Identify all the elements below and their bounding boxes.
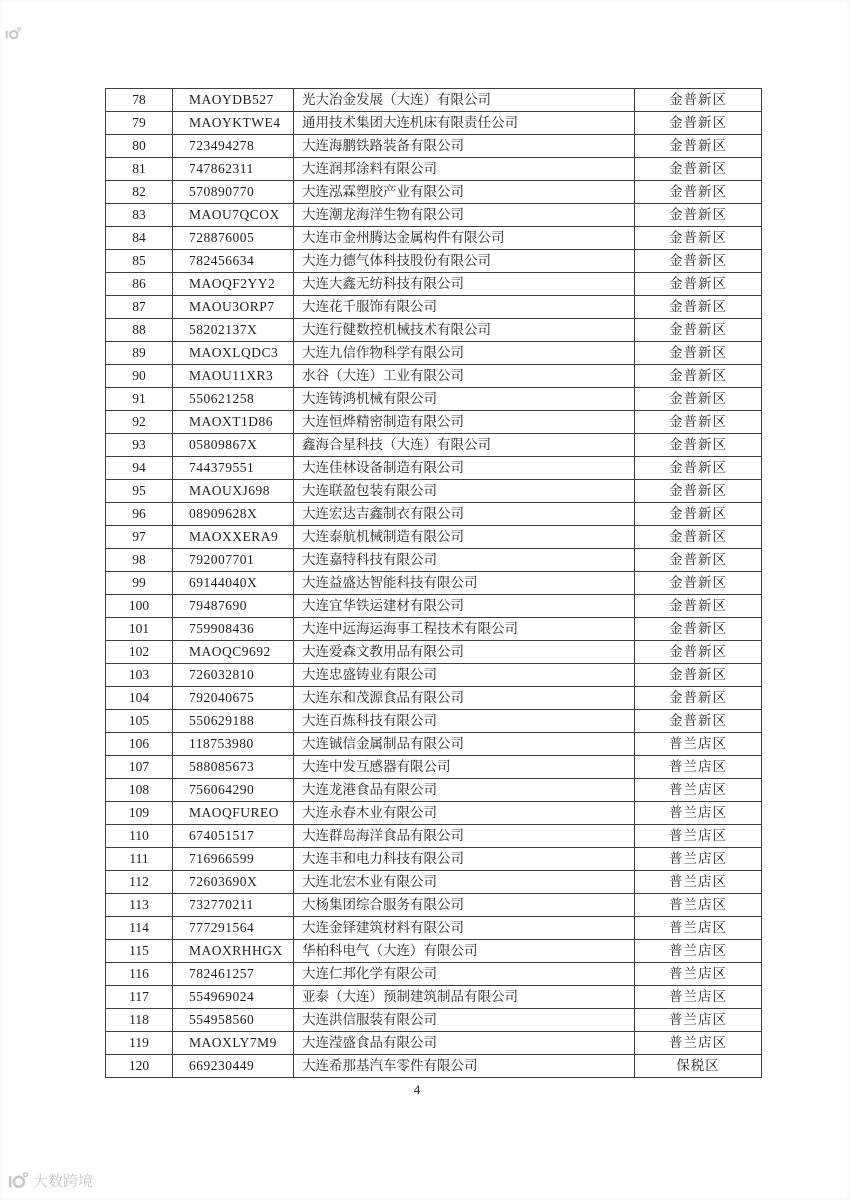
cell-district: 金普新区 <box>635 227 762 250</box>
cell-company: 大杨集团综合服务有限公司 <box>294 894 635 917</box>
cell-district: 金普新区 <box>635 641 762 664</box>
cell-district: 普兰店区 <box>635 779 762 802</box>
cell-index: 90 <box>106 365 173 388</box>
cell-code: 747862311 <box>173 158 294 181</box>
cell-district: 普兰店区 <box>635 940 762 963</box>
table-row <box>106 480 762 503</box>
cell-code: MAOYDB527 <box>173 89 294 112</box>
cell-company: 大连丰和电力科技有限公司 <box>294 848 635 871</box>
cell-index: 112 <box>106 871 173 894</box>
cell-company: 华柏科电气（大连）有限公司 <box>294 940 635 963</box>
table-row <box>106 388 762 411</box>
cell-district: 金普新区 <box>635 273 762 296</box>
cell-district: 普兰店区 <box>635 1009 762 1032</box>
cell-index: 111 <box>106 848 173 871</box>
table-row <box>106 940 762 963</box>
cell-district: 普兰店区 <box>635 894 762 917</box>
cell-company: 大连恒烨精密制造有限公司 <box>294 411 635 434</box>
table-row <box>106 112 762 135</box>
cell-code: 782456634 <box>173 250 294 273</box>
cell-district: 普兰店区 <box>635 825 762 848</box>
cell-code: MAOXXERA9 <box>173 526 294 549</box>
cell-code: 723494278 <box>173 135 294 158</box>
cell-district: 金普新区 <box>635 664 762 687</box>
cell-index: 89 <box>106 342 173 365</box>
cell-code: MAOQF2YY2 <box>173 273 294 296</box>
table-row <box>106 595 762 618</box>
cell-company: 大连滢盛食品有限公司 <box>294 1032 635 1055</box>
table-row <box>106 1032 762 1055</box>
cell-code: MAOU11XR3 <box>173 365 294 388</box>
cell-company: 大连金铎建筑材料有限公司 <box>294 917 635 940</box>
cell-code: 118753980 <box>173 733 294 756</box>
cell-district: 保税区 <box>635 1055 762 1078</box>
brand-logo-icon <box>5 26 21 42</box>
cell-company: 水谷（大连）工业有限公司 <box>294 365 635 388</box>
table-row <box>106 457 762 480</box>
cell-index: 97 <box>106 526 173 549</box>
table-row <box>106 733 762 756</box>
table-row <box>106 365 762 388</box>
cell-district: 金普新区 <box>635 434 762 457</box>
cell-district: 金普新区 <box>635 388 762 411</box>
cell-index: 86 <box>106 273 173 296</box>
cell-code: MAOQFUREO <box>173 802 294 825</box>
cell-code: 744379551 <box>173 457 294 480</box>
cell-district: 金普新区 <box>635 618 762 641</box>
cell-index: 87 <box>106 296 173 319</box>
table-row <box>106 342 762 365</box>
table-row <box>106 549 762 572</box>
cell-code: MAOU7QCOX <box>173 204 294 227</box>
cell-district: 普兰店区 <box>635 1032 762 1055</box>
cell-index: 106 <box>106 733 173 756</box>
watermark-top-left <box>5 26 21 42</box>
brand-logo-icon <box>8 1171 28 1191</box>
cell-district: 金普新区 <box>635 296 762 319</box>
cell-index: 99 <box>106 572 173 595</box>
table-row <box>106 825 762 848</box>
cell-district: 金普新区 <box>635 572 762 595</box>
cell-code: 588085673 <box>173 756 294 779</box>
table-row <box>106 526 762 549</box>
brand-name: 大数跨境 <box>33 1173 94 1190</box>
cell-index: 104 <box>106 687 173 710</box>
cell-district: 金普新区 <box>635 112 762 135</box>
cell-code: MAOUXJ698 <box>173 480 294 503</box>
cell-code: 05809867X <box>173 434 294 457</box>
cell-district: 金普新区 <box>635 710 762 733</box>
cell-code: 732770211 <box>173 894 294 917</box>
cell-district: 金普新区 <box>635 480 762 503</box>
cell-index: 94 <box>106 457 173 480</box>
cell-index: 118 <box>106 1009 173 1032</box>
table-row <box>106 181 762 204</box>
table-row <box>106 204 762 227</box>
table-row <box>106 434 762 457</box>
cell-code: MAOXLY7M9 <box>173 1032 294 1055</box>
table-row <box>106 273 762 296</box>
cell-company: 大连东和茂源食品有限公司 <box>294 687 635 710</box>
table-row <box>106 894 762 917</box>
cell-district: 普兰店区 <box>635 802 762 825</box>
cell-index: 115 <box>106 940 173 963</box>
cell-company: 光大冶金发展（大连）有限公司 <box>294 89 635 112</box>
table-row <box>106 89 762 112</box>
cell-company: 大连龙港食品有限公司 <box>294 779 635 802</box>
cell-index: 103 <box>106 664 173 687</box>
cell-company: 大连中远海运海事工程技术有限公司 <box>294 618 635 641</box>
cell-district: 普兰店区 <box>635 871 762 894</box>
cell-code: MAOXT1D86 <box>173 411 294 434</box>
cell-index: 80 <box>106 135 173 158</box>
cell-company: 大连润邦涂料有限公司 <box>294 158 635 181</box>
table-row <box>106 917 762 940</box>
cell-code: 550621258 <box>173 388 294 411</box>
cell-index: 95 <box>106 480 173 503</box>
cell-index: 119 <box>106 1032 173 1055</box>
page-number: 4 <box>413 1082 421 1097</box>
cell-index: 79 <box>106 112 173 135</box>
cell-code: MAOU3ORP7 <box>173 296 294 319</box>
cell-index: 82 <box>106 181 173 204</box>
cell-company: 大连大鑫无纺科技有限公司 <box>294 273 635 296</box>
table-row <box>106 641 762 664</box>
table-row <box>106 779 762 802</box>
cell-company: 大连潮龙海洋生物有限公司 <box>294 204 635 227</box>
table-row <box>106 250 762 273</box>
cell-index: 109 <box>106 802 173 825</box>
cell-index: 85 <box>106 250 173 273</box>
cell-company: 鑫海合星科技（大连）有限公司 <box>294 434 635 457</box>
cell-code: 72603690X <box>173 871 294 894</box>
cell-index: 91 <box>106 388 173 411</box>
cell-index: 96 <box>106 503 173 526</box>
cell-index: 98 <box>106 549 173 572</box>
table-row <box>106 572 762 595</box>
cell-company: 大连仁邦化学有限公司 <box>294 963 635 986</box>
table-row <box>106 963 762 986</box>
table-row <box>106 296 762 319</box>
cell-company: 大连佳林设备制造有限公司 <box>294 457 635 480</box>
cell-index: 84 <box>106 227 173 250</box>
cell-company: 大连益盛达智能科技有限公司 <box>294 572 635 595</box>
cell-code: 08909628X <box>173 503 294 526</box>
table-row <box>106 411 762 434</box>
table-row <box>106 319 762 342</box>
table-row <box>106 986 762 1009</box>
cell-company: 大连嘉特科技有限公司 <box>294 549 635 572</box>
cell-district: 金普新区 <box>635 181 762 204</box>
cell-company: 大连花千服饰有限公司 <box>294 296 635 319</box>
cell-index: 113 <box>106 894 173 917</box>
cell-district: 金普新区 <box>635 135 762 158</box>
cell-index: 101 <box>106 618 173 641</box>
cell-company: 大连泰航机械制造有限公司 <box>294 526 635 549</box>
cell-code: 777291564 <box>173 917 294 940</box>
cell-index: 88 <box>106 319 173 342</box>
table-row <box>106 664 762 687</box>
cell-index: 120 <box>106 1055 173 1078</box>
cell-company: 大连联盈包装有限公司 <box>294 480 635 503</box>
cell-company: 大连永春木业有限公司 <box>294 802 635 825</box>
cell-company: 大连海鹏铁路装备有限公司 <box>294 135 635 158</box>
cell-district: 金普新区 <box>635 250 762 273</box>
company-table-body <box>106 89 762 1078</box>
cell-code: 79487690 <box>173 595 294 618</box>
cell-index: 117 <box>106 986 173 1009</box>
cell-code: 69144040X <box>173 572 294 595</box>
table-row <box>106 158 762 181</box>
cell-district: 金普新区 <box>635 595 762 618</box>
cell-district: 金普新区 <box>635 365 762 388</box>
cell-index: 100 <box>106 595 173 618</box>
cell-code: MAOXRHHGX <box>173 940 294 963</box>
cell-company: 大连行健数控机械技术有限公司 <box>294 319 635 342</box>
table-row <box>106 1055 762 1078</box>
table-row <box>106 848 762 871</box>
table-row <box>106 871 762 894</box>
cell-company: 大连百炼科技有限公司 <box>294 710 635 733</box>
cell-district: 普兰店区 <box>635 917 762 940</box>
cell-code: 782461257 <box>173 963 294 986</box>
cell-index: 107 <box>106 756 173 779</box>
cell-code: 728876005 <box>173 227 294 250</box>
cell-company: 大连泓霖塑胶产业有限公司 <box>294 181 635 204</box>
cell-district: 金普新区 <box>635 204 762 227</box>
cell-company: 大连洪信服装有限公司 <box>294 1009 635 1032</box>
cell-index: 105 <box>106 710 173 733</box>
cell-code: 554958560 <box>173 1009 294 1032</box>
cell-index: 81 <box>106 158 173 181</box>
cell-code: 756064290 <box>173 779 294 802</box>
cell-code: 716966599 <box>173 848 294 871</box>
cell-company: 大连北宏木业有限公司 <box>294 871 635 894</box>
cell-code: 669230449 <box>173 1055 294 1078</box>
cell-company: 大连力德气体科技股份有限公司 <box>294 250 635 273</box>
cell-code: 674051517 <box>173 825 294 848</box>
cell-company: 大连希那基汽车零件有限公司 <box>294 1055 635 1078</box>
cell-district: 金普新区 <box>635 411 762 434</box>
cell-company: 通用技术集团大连机床有限责任公司 <box>294 112 635 135</box>
cell-district: 普兰店区 <box>635 986 762 1009</box>
cell-company: 大连铖信金属制品有限公司 <box>294 733 635 756</box>
cell-company: 大连市金州腾达金属构件有限公司 <box>294 227 635 250</box>
cell-company: 大连爱森文教用品有限公司 <box>294 641 635 664</box>
cell-district: 普兰店区 <box>635 963 762 986</box>
cell-company: 亚泰（大连）预制建筑制品有限公司 <box>294 986 635 1009</box>
cell-company: 大连忠盛铸业有限公司 <box>294 664 635 687</box>
cell-code: 726032810 <box>173 664 294 687</box>
table-row <box>106 503 762 526</box>
cell-district: 普兰店区 <box>635 848 762 871</box>
table-row <box>106 135 762 158</box>
cell-index: 114 <box>106 917 173 940</box>
cell-index: 116 <box>106 963 173 986</box>
table-row <box>106 710 762 733</box>
cell-district: 金普新区 <box>635 526 762 549</box>
cell-district: 普兰店区 <box>635 756 762 779</box>
cell-index: 78 <box>106 89 173 112</box>
cell-index: 83 <box>106 204 173 227</box>
cell-district: 金普新区 <box>635 158 762 181</box>
cell-code: 792007701 <box>173 549 294 572</box>
cell-code: 759908436 <box>173 618 294 641</box>
cell-code: 550629188 <box>173 710 294 733</box>
cell-code: 554969024 <box>173 986 294 1009</box>
table-row <box>106 1009 762 1032</box>
cell-code: 58202137X <box>173 319 294 342</box>
cell-code: 792040675 <box>173 687 294 710</box>
cell-code: MAOXLQDC3 <box>173 342 294 365</box>
cell-district: 普兰店区 <box>635 733 762 756</box>
cell-company: 大连九信作物科学有限公司 <box>294 342 635 365</box>
cell-company: 大连群岛海洋食品有限公司 <box>294 825 635 848</box>
cell-company: 大连宜华铁运建材有限公司 <box>294 595 635 618</box>
cell-index: 102 <box>106 641 173 664</box>
table-row <box>106 227 762 250</box>
cell-index: 110 <box>106 825 173 848</box>
cell-district: 金普新区 <box>635 319 762 342</box>
table-row <box>106 618 762 641</box>
cell-district: 金普新区 <box>635 457 762 480</box>
cell-district: 金普新区 <box>635 687 762 710</box>
table-row <box>106 802 762 825</box>
cell-index: 93 <box>106 434 173 457</box>
cell-company: 大连宏达吉鑫制衣有限公司 <box>294 503 635 526</box>
cell-district: 金普新区 <box>635 503 762 526</box>
cell-district: 金普新区 <box>635 89 762 112</box>
cell-code: 570890770 <box>173 181 294 204</box>
cell-code: MAOYKTWE4 <box>173 112 294 135</box>
cell-district: 金普新区 <box>635 549 762 572</box>
table-row <box>106 687 762 710</box>
cell-index: 108 <box>106 779 173 802</box>
watermark-bottom-left <box>8 1170 93 1191</box>
cell-code: MAOQC9692 <box>173 641 294 664</box>
cell-company: 大连铸鸿机械有限公司 <box>294 388 635 411</box>
cell-company: 大连中发互感器有限公司 <box>294 756 635 779</box>
company-table <box>105 88 762 1078</box>
table-row <box>106 756 762 779</box>
cell-index: 92 <box>106 411 173 434</box>
cell-district: 金普新区 <box>635 342 762 365</box>
